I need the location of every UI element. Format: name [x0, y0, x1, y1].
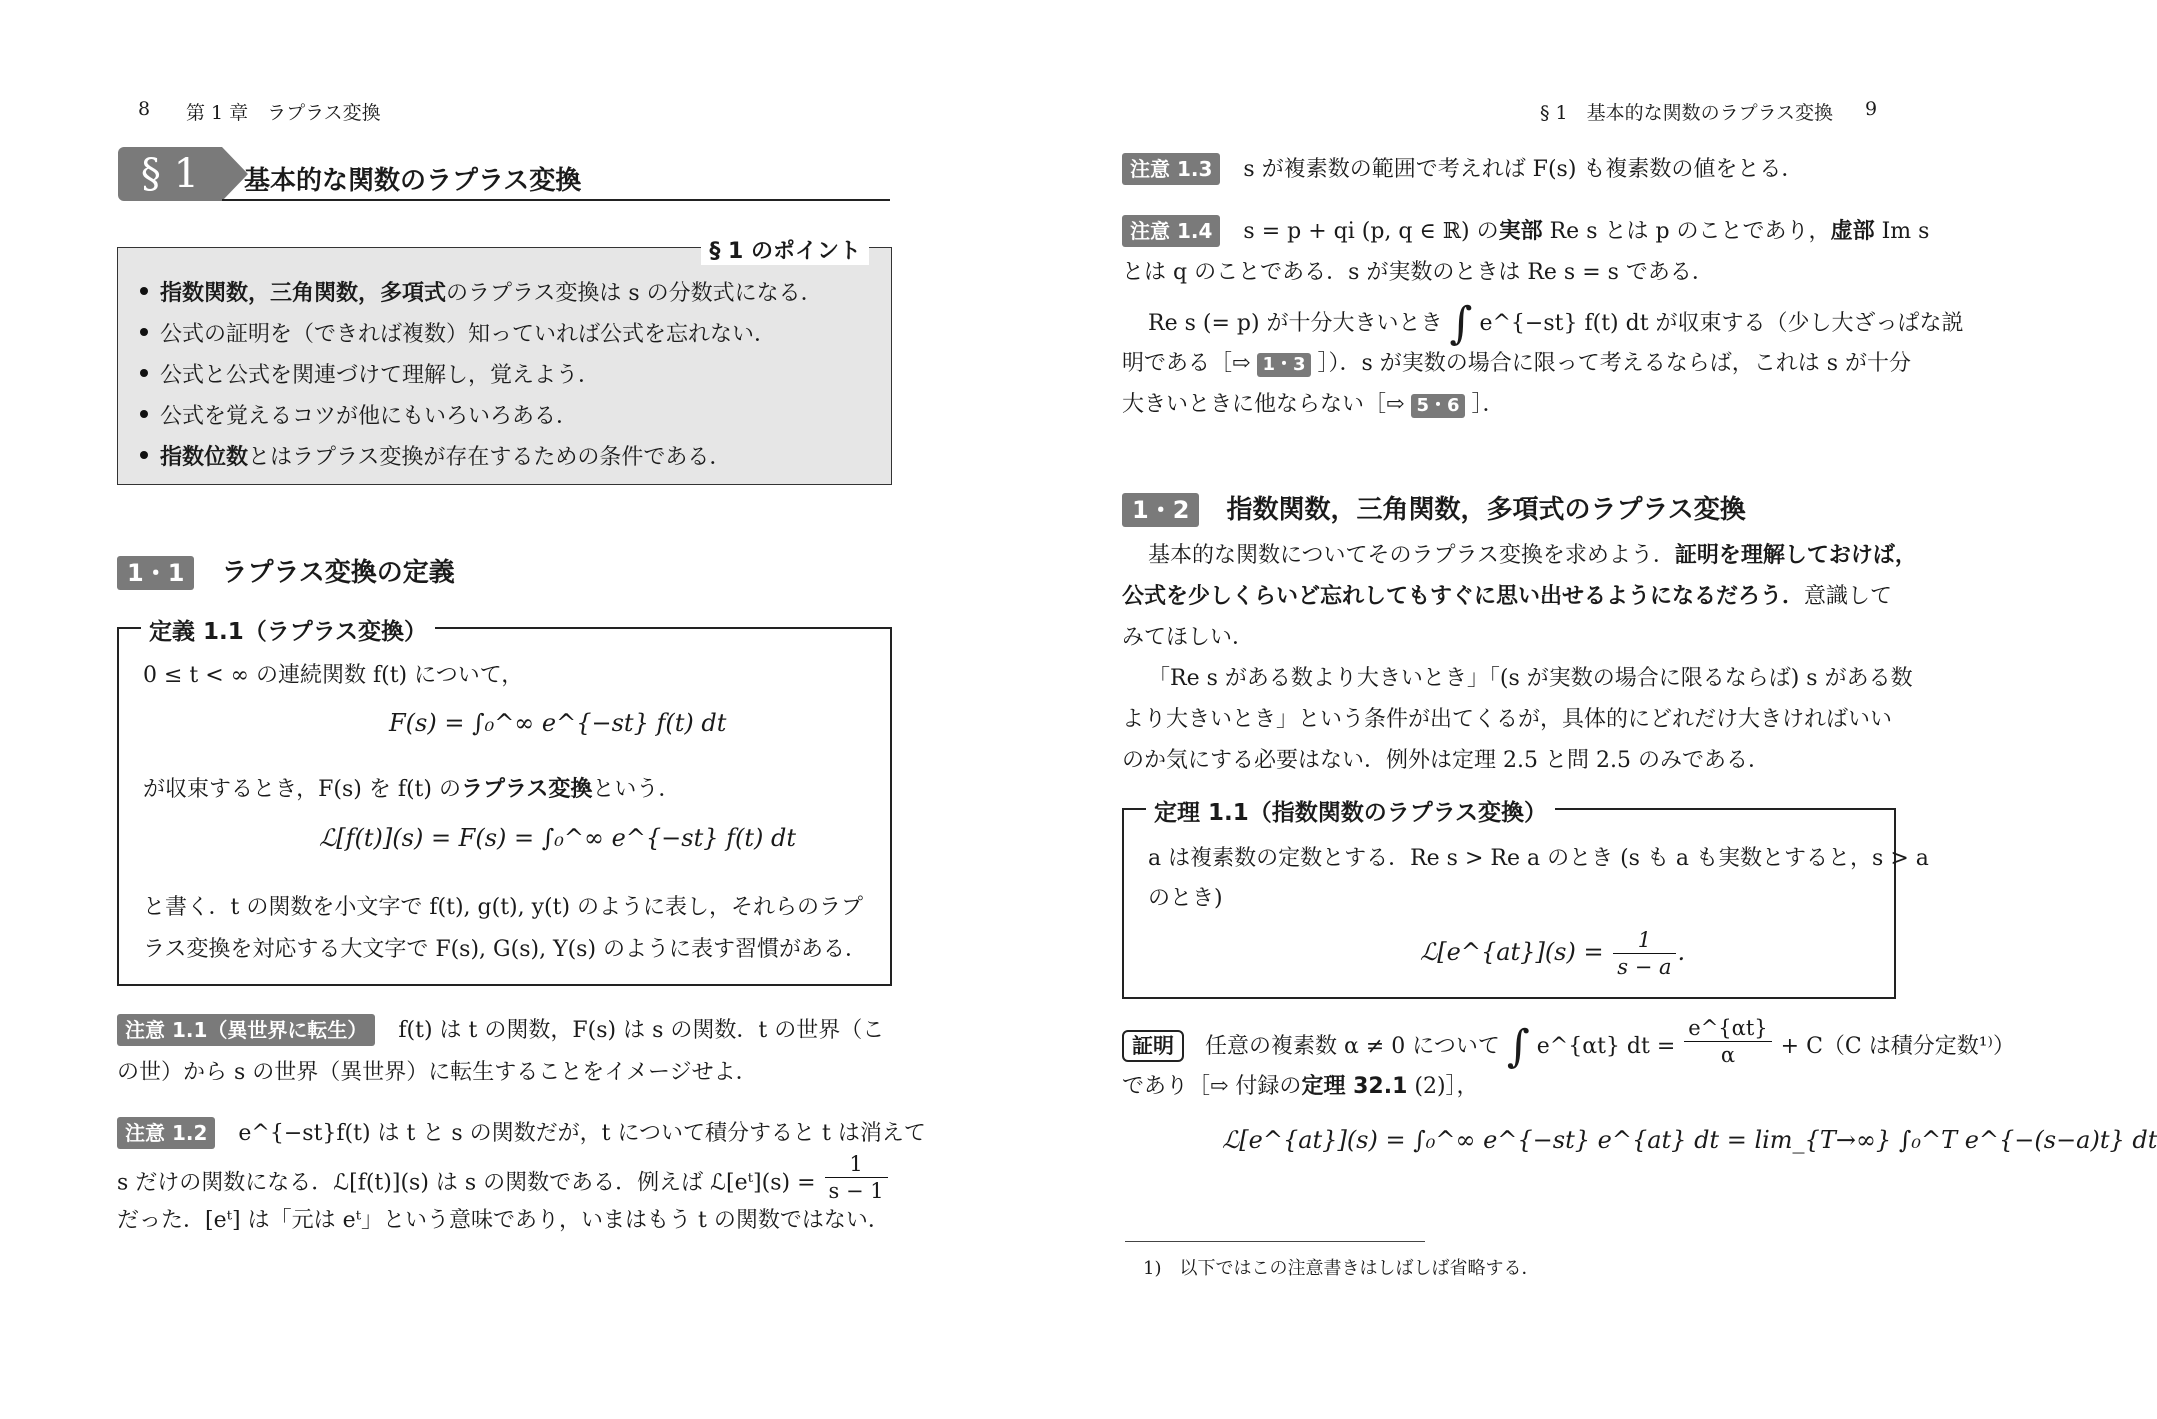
- definition-line: が収束するとき，F(s) を f(t) のラプラス変換という．: [143, 777, 681, 802]
- note-tag: 注意 1.3: [1122, 153, 1220, 185]
- proof-line2: であり［⇨ 付録の定理 32.1 (2)］，: [1122, 1074, 1479, 1099]
- points-box: [117, 239, 892, 485]
- note-1-2-line2: s だけの関数になる．ℒ[f(t)](s) は s の関数である．例えば ℒ[eᵗ](s) = $\frac{1}{s - 1}$: [117, 1163, 890, 1204]
- integral-sign: ∫: [1506, 1021, 1530, 1072]
- paragraph-line: みてほしい．: [1122, 625, 1255, 650]
- fraction: $\frac{e\^{}\{\alpha t\}}{\alpha}$: [1684, 1015, 1771, 1068]
- note-1-4-line2: とは q のことである．s が実数のときは Re s = s である．: [1122, 260, 1714, 285]
- section-running-head: § 1 基本的な関数のラプラス変換: [1540, 102, 1834, 124]
- point-item: 指数関数，三角関数，多項式のラプラス変換は s の分数式になる．: [140, 276, 823, 307]
- page-number-right: 9: [1865, 98, 1878, 120]
- right-page: [1000, 0, 2157, 1419]
- definition-label: 定義 1.1（ラプラス変換）: [141, 613, 435, 646]
- note-1-4-line5: 大きいときに他ならない［⇨ 5・6 ］．: [1122, 392, 1505, 417]
- note-1-3: 注意 1.3 s が複素数の範囲で考えれば F(s) も複素数の値をとる．: [1122, 153, 1803, 185]
- note-1-1-line2: の世）から s の世界（異世界）に転生することをイメージせよ．: [117, 1060, 758, 1085]
- proof-tag: 証明: [1122, 1030, 1184, 1062]
- paragraph-line: のか気にする必要はない．例外は定理 2.5 と問 2.5 のみである．: [1122, 748, 1770, 773]
- point-item: 公式を覚えるコツが他にもいろいろある．: [140, 399, 578, 430]
- note-1-4: 注意 1.4 s = p + qi (p, q ∈ ℝ) の実部 Re s とは p のことであり，虚部 Im s: [1122, 215, 1929, 247]
- section-title: 基本的な関数のラプラス変換: [244, 166, 582, 196]
- paragraph-line: より大きいとき」という条件が出てくるが，具体的にどれだけ大きければいい: [1122, 707, 1893, 732]
- subsection-title: 指数関数，三角関数，多項式のラプラス変換: [1226, 495, 1746, 525]
- note-1-4-line3: Re s (= p) が十分大きいとき ∫ e^{−st} f(t) dt が収束する（少し大ざっぱな説: [1148, 298, 1964, 349]
- subsection-heading-1-2: [1122, 489, 1746, 527]
- footnote: 1) 以下ではこの注意書きはしばしば省略する．: [1143, 1258, 1540, 1279]
- section-rule: [222, 199, 890, 201]
- definition-box: [117, 619, 892, 986]
- chapter-running-head: 第 1 章 ラプラス変換: [186, 102, 381, 124]
- note-tag: 注意 1.1（異世界に転生）: [117, 1014, 375, 1046]
- note-1-1: 注意 1.1（異世界に転生） f(t) は t の関数，F(s) は s の関数．t の世界（こ: [117, 1014, 884, 1046]
- points-label: § 1 のポイント: [701, 234, 869, 265]
- theorem-line: a は複素数の定数とする．Re s > Re a のとき (s も a も実数とすると，s > a: [1148, 846, 1929, 871]
- note-1-4-line4: 明である［⇨ 1・3 ］）．s が実数の場合に限って考えるならば，これは s が十分: [1122, 351, 1912, 376]
- note-1-2-line3: だった．[eᵗ] は「元は eᵗ」という意味であり，いまはもう t の関数ではない．: [117, 1208, 890, 1233]
- bullet-icon: [140, 410, 148, 418]
- theorem-box: [1122, 800, 1929, 999]
- theorem-label: 定理 1.1（指数関数のラプラス変換）: [1146, 794, 1555, 827]
- note-1-2: 注意 1.2 e^{−st}f(t) は t と s の関数だが，t について積分すると t は消えて: [117, 1117, 926, 1149]
- formula-laplace-definition: F(s) = ∫₀^∞ e^{−st} f(t) dt: [389, 709, 727, 737]
- theorem-formula: ℒ[e^{at}](s) = $\frac{1}{s - a}$ .: [1420, 928, 1686, 979]
- point-item: 指数位数とはラプラス変換が存在するための条件である．: [140, 440, 731, 471]
- subsection-number: 1・2: [1122, 493, 1199, 527]
- bullet-icon: [140, 451, 148, 459]
- definition-line: ラス変換を対応する大文字で F(s), G(s), Y(s) のように表す習慣がある．: [143, 937, 868, 962]
- note-tag: 注意 1.4: [1122, 215, 1220, 247]
- subsection-heading-1-1: [117, 552, 455, 590]
- paragraph-line: 基本的な関数についてそのラプラス変換を求めよう．証明を理解しておけば，: [1148, 543, 1917, 568]
- point-item: 公式と公式を関連づけて理解し，覚えよう．: [140, 358, 600, 389]
- definition-line: 0 ≤ t < ∞ の連続関数 f(t) について，: [143, 663, 524, 688]
- subsection-title: ラプラス変換の定義: [221, 558, 455, 588]
- subsection-number: 1・1: [117, 556, 194, 590]
- footnote-rule: [1125, 1241, 1425, 1242]
- paragraph-line: 「Re s がある数より大きいとき」「(s が実数の場合に限るならば) s がある数: [1148, 666, 1913, 691]
- page-number-left: 8: [138, 98, 151, 120]
- cross-reference[interactable]: 1・3: [1257, 353, 1310, 377]
- bullet-icon: [140, 287, 148, 295]
- proof-line1: 証明 任意の複素数 α ≠ 0 について ∫ e^{αt} dt = $\frac{e\^{}\{\alpha t\}}{\alpha}$ + C（C は積分定数¹⁾）: [1122, 1025, 2015, 1069]
- note-tag: 注意 1.2: [117, 1117, 215, 1149]
- bullet-icon: [140, 369, 148, 377]
- left-page: [0, 0, 1000, 1419]
- bullet-icon: [140, 328, 148, 336]
- theorem-line: のとき): [1148, 886, 1223, 911]
- definition-line: と書く．t の関数を小文字で f(t), g(t), y(t) のように表し，それらのラプ: [143, 895, 864, 920]
- cross-reference[interactable]: 5・6: [1411, 394, 1464, 418]
- section-number: § 1: [118, 147, 222, 201]
- fraction: $\frac{1}{s - a}$: [1613, 927, 1675, 980]
- integral-sign: ∫: [1449, 298, 1473, 349]
- point-item: 公式の証明を（できれば複数）知っていれば公式を忘れない．: [140, 317, 776, 348]
- formula-laplace-notation: ℒ[f(t)](s) = F(s) = ∫₀^∞ e^{−st} f(t) dt: [319, 824, 797, 852]
- fraction: $\frac{1}{s - 1}$: [825, 1151, 888, 1204]
- paragraph-line: 公式を少しくらいど忘れしてもすぐに思い出せるようになるだろう．意識して: [1122, 584, 1893, 609]
- proof-formula: ℒ[e^{at}](s) = ∫₀^∞ e^{−st} e^{at} dt = lim_{T→∞} ∫₀^T e^{−(s−a)t} dt: [1222, 1126, 2157, 1154]
